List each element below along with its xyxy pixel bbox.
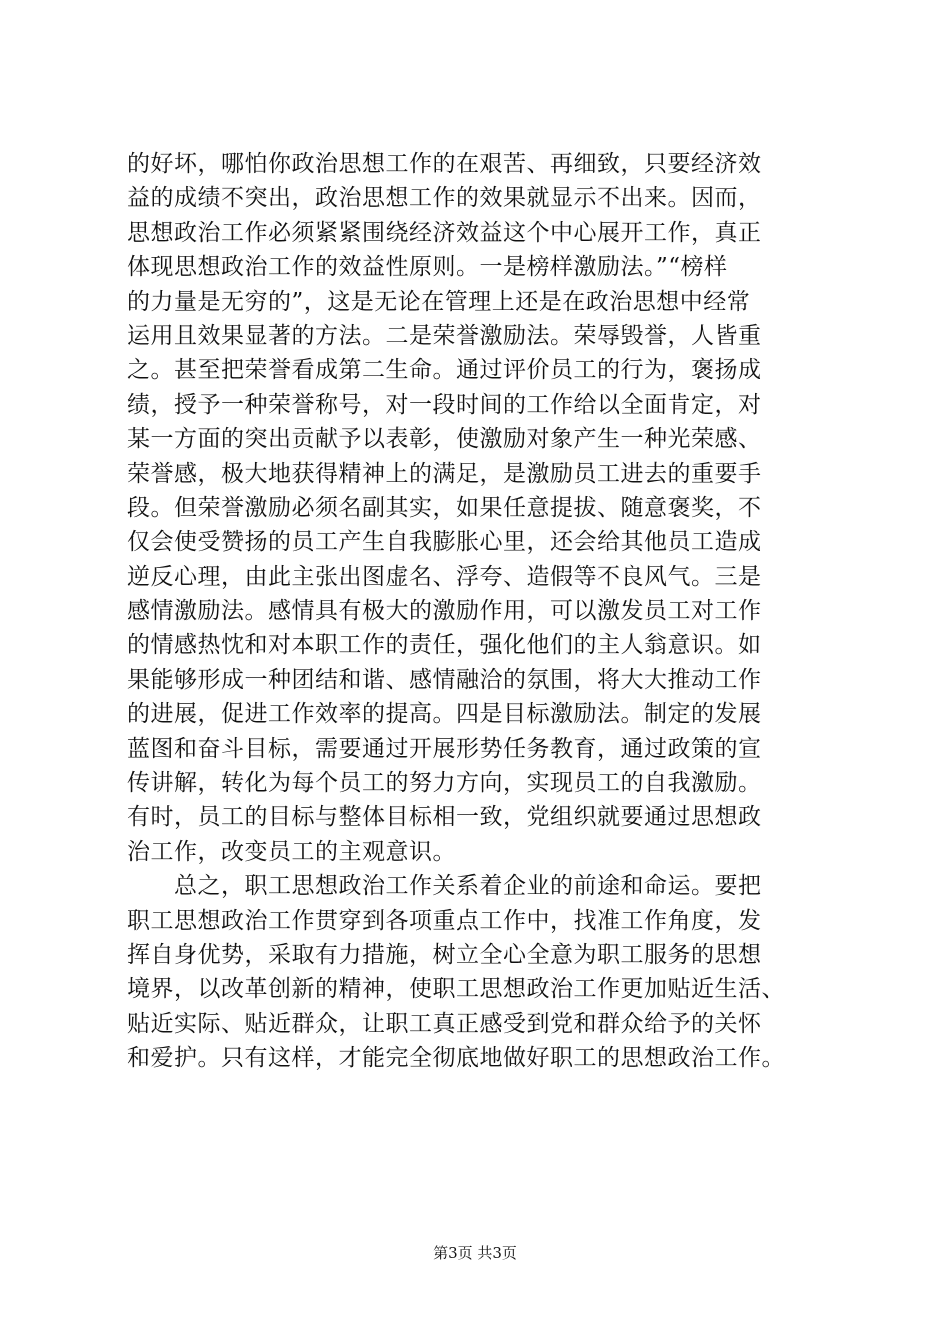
text-line: 逆反心理，由此主张出图虚名、浮夸、造假等不良风气。三是 [127, 563, 762, 590]
text-line: 的好坏，哪怕你政治思想工作的在艰苦、再细致，只要经济效 [127, 151, 762, 177]
text-line: 之。甚至把荣誉看成第二生命。通过评价员工的行为，褒扬成 [127, 357, 762, 384]
text-line: 治工作，改变员工的主观意识。 [127, 838, 456, 865]
text-line: 总之，职工思想政治工作关系着企业的前途和命运。要把 [127, 873, 762, 900]
text-line: 仅会使受赞扬的员工产生自我膨胀心里，还会给其他员工造成 [127, 529, 762, 556]
text-line: 荣誉感，极大地获得精神上的满足，是激励员工进去的重要手 [127, 460, 762, 487]
text-line: 绩，授予一种荣誉称号，对一段时间的工作给以全面肯定，对 [127, 391, 762, 418]
text-line: 的情感热忱和对本职工作的责任，强化他们的主人翁意识。如 [127, 632, 762, 659]
text-line: 感情激励法。感情具有极大的激励作用，可以激发员工对工作 [127, 598, 762, 625]
text-line: 传讲解，转化为每个员工的努力方向，实现员工的自我激励。 [127, 770, 762, 797]
body-text [127, 147, 857, 1076]
text-line: 体现思想政治工作的效益性原则。一是榜样激励法。”“榜样 [127, 254, 728, 281]
text-line: 职工思想政治工作贯穿到各项重点工作中，找准工作角度，发 [127, 907, 762, 934]
page-number: 第3页 共3页 [433, 1244, 517, 1262]
text-line: 益的成绩不突出，政治思想工作的效果就显示不出来。因而， [127, 185, 762, 212]
text-line: 的力量是无穷的”，这是无论在管理上还是在政治思想中经常 [127, 288, 751, 315]
text-line: 段。但荣誉激励必须名副其实，如果任意提拔、随意褒奖，不 [127, 494, 762, 521]
text-line: 的进展，促进工作效率的提高。四是目标激励法。制定的发展 [127, 701, 762, 728]
text-line: 境界，以改革创新的精神，使职工思想政治工作更加贴近生活、 [127, 976, 785, 1003]
text-line: 蓝图和奋斗目标，需要通过开展形势任务教育，通过政策的宣 [127, 735, 762, 762]
text-line: 挥自身优势，采取有力措施，树立全心全意为职工服务的思想 [127, 941, 762, 968]
text-line: 思想政治工作必须紧紧围绕经济效益这个中心展开工作，真正 [127, 219, 762, 246]
text-line: 有时，员工的目标与整体目标相一致，党组织就要通过思想政 [127, 804, 762, 831]
page-footer [0, 1243, 950, 1263]
text-line: 和爱护。只有这样，才能完全彻底地做好职工的思想政治工作。 [127, 1045, 785, 1072]
text-line: 某一方面的突出贡献予以表彰，使激励对象产生一种光荣感、 [127, 426, 762, 453]
text-line: 运用且效果显著的方法。二是荣誉激励法。荣辱毁誉，人皆重 [127, 322, 762, 349]
text-line: 贴近实际、贴近群众，让职工真正感受到党和群众给予的关怀 [127, 1010, 762, 1037]
text-line: 果能够形成一种团结和谐、感情融洽的氛围，将大大推动工作 [127, 666, 762, 693]
